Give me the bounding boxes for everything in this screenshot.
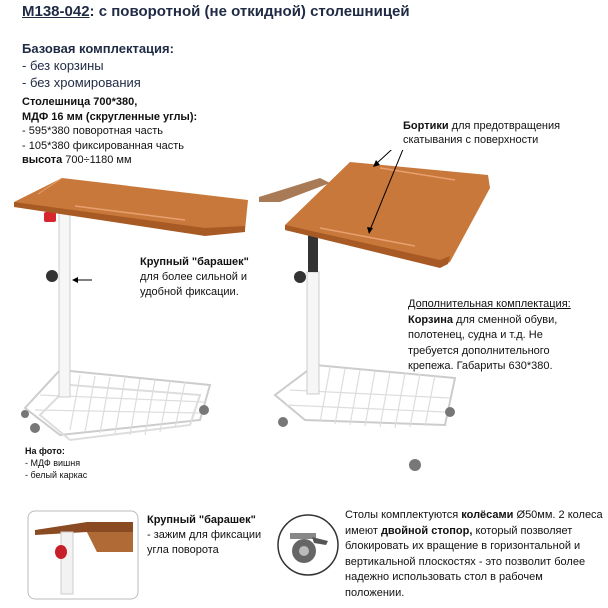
knob-note-text: для более сильной и (140, 271, 248, 283)
wheels-note-text: надежно использовать стол в рабочем (345, 571, 543, 583)
wheels-note-text: положении. (345, 586, 405, 599)
knob-note-text: удобной фиксации. (140, 286, 239, 298)
wheels-note-text: имеют (345, 524, 381, 537)
spec-line: - 105*380 фиксированная часть (22, 139, 185, 152)
tabletop-spec (22, 95, 197, 168)
basic-kit-heading: Базовая комплектация: (22, 41, 174, 56)
extra-kit-text: полотенец, судна и т.д. Не (408, 329, 543, 341)
spec-line: МДФ 16 мм (скругленные углы): (22, 110, 198, 123)
extra-kit-heading: Дополнительная комплектация: (408, 298, 571, 310)
product-code: М138-042 (22, 3, 90, 20)
spec-line: Столешница 700*380, (22, 96, 138, 108)
rim-note-text: скатывания с поверхности (403, 134, 539, 146)
clamp-note-text: - зажим для фиксации (147, 529, 262, 541)
rim-note-text: для предотвращения (448, 120, 561, 132)
wheels-note (345, 508, 605, 601)
wheel-photo (276, 513, 340, 577)
height-label: высота (22, 154, 63, 166)
extra-kit (408, 297, 608, 375)
wheels-note-text: вертикальной плоскостях - это позволит более (345, 555, 586, 568)
photo-note-item: - МДФ вишня (25, 458, 81, 468)
clamp-note-heading: Крупный "барашек" (147, 514, 256, 526)
clamp-photo (27, 510, 139, 600)
basic-kit (22, 40, 174, 91)
basic-kit-item: - без корзины (22, 58, 104, 73)
basic-kit-item: - без хромирования (22, 75, 141, 90)
spec-line: - 595*380 поворотная часть (22, 125, 164, 137)
knob-note-heading: Крупный "барашек" (140, 256, 249, 268)
extra-kit-text: для сменной обуви, (453, 313, 558, 326)
page-title (22, 3, 410, 20)
clamp-note (147, 513, 261, 558)
rim-note (403, 119, 560, 147)
title-text: : с поворотной (не откидной) столешницей (89, 3, 410, 20)
wheels-note-text: Столы комплектуются (345, 509, 462, 521)
extra-kit-text: крепежа. Габариты 630*380. (408, 360, 553, 372)
table-illustration-left (0, 170, 260, 450)
wheels-note-bold: двойной стопор, (380, 524, 473, 537)
height-value: 700÷1180 мм (62, 154, 132, 166)
knob-note (140, 255, 249, 300)
clamp-note-text: угла поворота (147, 544, 219, 556)
wheels-note-text: Ø50мм. 2 колеса (513, 509, 603, 521)
wheels-note-text: который позволяет (472, 524, 573, 537)
extra-kit-bold: Корзина (408, 313, 453, 326)
rim-note-bold: Бортики (403, 120, 449, 132)
wheels-note-bold: колёсами (461, 509, 514, 521)
photo-note-heading: На фото: (25, 446, 65, 456)
extra-kit-text: требуется дополнительного (408, 344, 550, 357)
wheels-note-text: блокировать их вращение в горизонтальной и (345, 540, 581, 552)
photo-note (25, 445, 87, 481)
photo-note-item: - белый каркас (25, 470, 88, 480)
spec-height (22, 153, 197, 168)
